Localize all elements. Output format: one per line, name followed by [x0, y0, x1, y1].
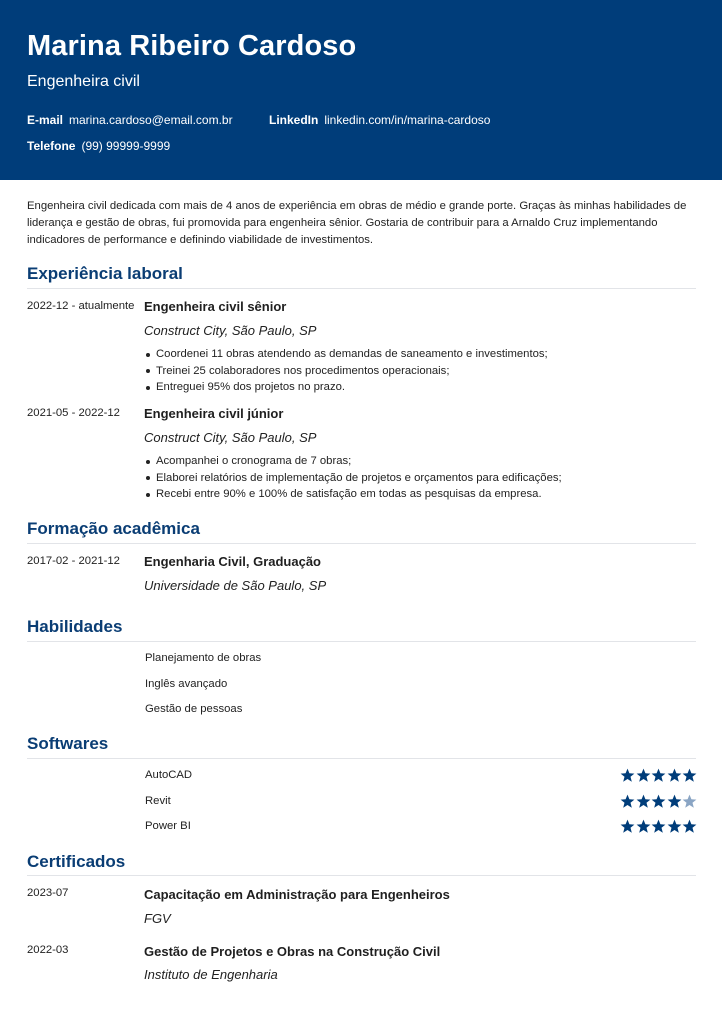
software-row	[0, 768, 722, 786]
candidate-name: Marina Ribeiro Cardoso	[27, 30, 357, 62]
phone-label: Telefone	[27, 139, 76, 153]
star-icon	[620, 768, 635, 783]
star-icon	[667, 794, 682, 809]
certificate-issuer: Instituto de Engenharia	[144, 967, 278, 982]
software-name: AutoCAD	[145, 769, 193, 781]
certificates-heading: Certificados	[27, 852, 126, 871]
achievement-item: Elaborei relatórios de implementação de projetos e orçamentos para edificações;	[144, 470, 562, 487]
star-icon	[636, 819, 651, 834]
experience-heading: Experiência laboral	[27, 264, 183, 283]
education-degree: Engenharia Civil, Graduação	[144, 554, 321, 569]
linkedin-label: LinkedIn	[269, 113, 319, 127]
experience-divider	[27, 288, 696, 289]
contact-email	[27, 113, 233, 127]
star-icon	[651, 768, 666, 783]
job-title: Engenheira civil júnior	[144, 406, 284, 421]
contact-phone	[27, 139, 170, 153]
star-icon	[620, 794, 635, 809]
job-achievements	[144, 346, 548, 396]
software-name: Power BI	[145, 820, 191, 832]
candidate-role: Engenheira civil	[27, 73, 140, 90]
skills-heading: Habilidades	[27, 617, 123, 636]
software-divider	[27, 758, 696, 759]
job-dates: 2021-05 - 2022-12	[27, 407, 120, 419]
skill-item: Planejamento de obras	[145, 652, 262, 664]
professional-summary: Engenheira civil dedicada com mais de 4 anos de experiência em obras de médio e grande porte. Graças às minhas habilidades de liderança e gestão de obras, fui promovida para engenheira sênior. Gostaria de contribuir para a Arnaldo Cruz implementando indicadores de performance e definindo viabilidade de investimentos.	[27, 200, 687, 246]
job-place: Construct City, São Paulo, SP	[144, 323, 317, 338]
software-name: Revit	[145, 795, 171, 807]
star-icon	[651, 819, 666, 834]
software-row	[0, 819, 722, 837]
certificate-date: 2023-07	[27, 887, 69, 899]
education-divider	[27, 543, 696, 544]
job-place: Construct City, São Paulo, SP	[144, 430, 317, 445]
email-value[interactable]: marina.cardoso@email.com.br	[69, 113, 233, 127]
certificate-issuer: FGV	[144, 911, 171, 926]
star-icon	[636, 768, 651, 783]
certificate-title: Gestão de Projetos e Obras na Construção Civil	[144, 944, 441, 959]
achievement-item: Coordenei 11 obras atendendo as demandas de saneamento e investimentos;	[144, 346, 548, 363]
education-school: Universidade de São Paulo, SP	[144, 578, 327, 593]
software-heading: Softwares	[27, 734, 109, 753]
star-rating	[620, 819, 698, 835]
skill-item: Gestão de pessoas	[145, 703, 243, 715]
star-icon	[682, 768, 697, 783]
education-dates: 2017-02 - 2021-12	[27, 555, 120, 567]
star-rating	[620, 768, 698, 784]
resume-header	[0, 0, 722, 180]
achievement-item: Entreguei 95% dos projetos no prazo.	[144, 379, 548, 396]
software-row	[0, 794, 722, 812]
achievement-item: Recebi entre 90% e 100% de satisfação em todas as pesquisas da empresa.	[144, 486, 562, 503]
linkedin-value[interactable]: linkedin.com/in/marina-cardoso	[324, 113, 491, 127]
star-icon	[682, 819, 697, 834]
achievement-item: Treinei 25 colaboradores nos procedimentos operacionais;	[144, 363, 548, 380]
skills-divider	[27, 641, 696, 642]
star-icon	[667, 768, 682, 783]
star-icon	[651, 794, 666, 809]
certificate-date: 2022-03	[27, 944, 69, 956]
job-achievements	[144, 453, 562, 503]
phone-value: (99) 99999-9999	[81, 139, 171, 153]
star-icon	[667, 819, 682, 834]
star-rating	[620, 794, 698, 810]
skill-item: Inglês avançado	[145, 678, 228, 690]
job-title: Engenheira civil sênior	[144, 299, 287, 314]
achievement-item: Acompanhei o cronograma de 7 obras;	[144, 453, 562, 470]
job-dates: 2022-12 - atualmente	[27, 300, 135, 312]
star-icon	[682, 794, 697, 809]
star-icon	[636, 794, 651, 809]
certificates-divider	[27, 875, 696, 876]
contact-linkedin	[269, 113, 490, 127]
star-icon	[620, 819, 635, 834]
education-heading: Formação acadêmica	[27, 519, 200, 538]
certificate-title: Capacitação em Administração para Engenheiros	[144, 887, 450, 902]
email-label: E-mail	[27, 113, 64, 127]
